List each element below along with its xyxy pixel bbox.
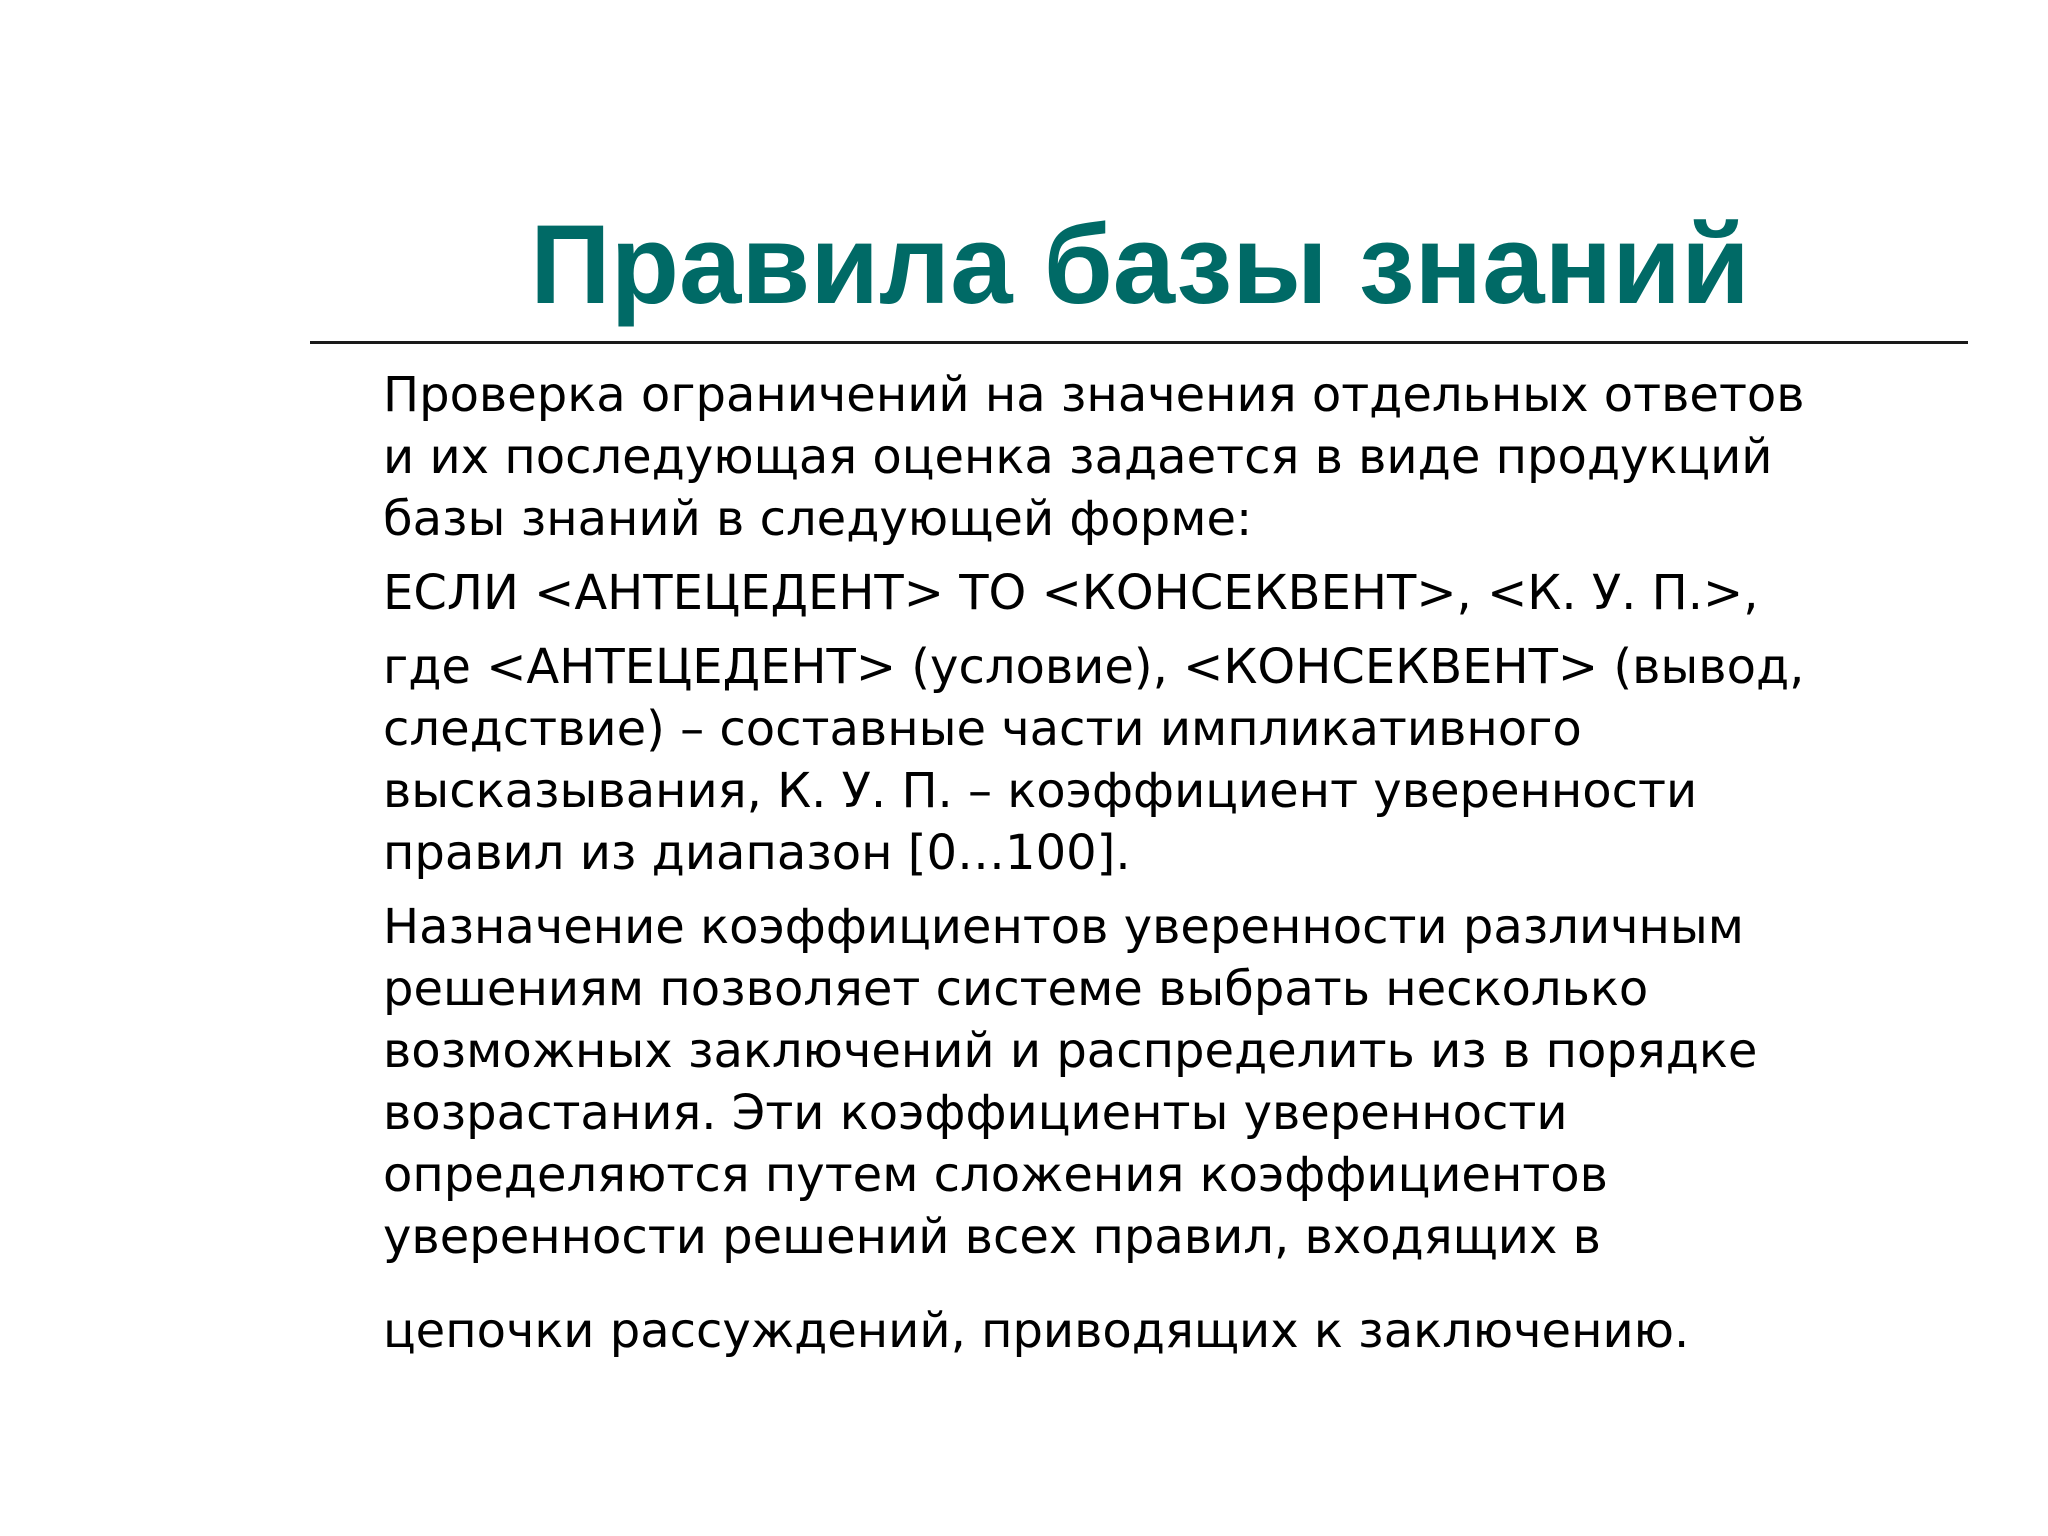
text-line: возрастания. Эти коэффициенты уверенности	[383, 1085, 1568, 1141]
text-line: ЕСЛИ <АНТЕЦЕДЕНТ> ТО <КОНСЕКВЕНТ>, <К. У. П.>,	[383, 565, 1759, 621]
text-line: определяются путем сложения коэффициентов	[383, 1147, 1608, 1203]
text-line: Назначение коэффициентов уверенности различным	[383, 899, 1745, 955]
paragraph-rule-form	[383, 562, 2003, 624]
text-line: где <АНТЕЦЕДЕНТ> (условие), <КОНСЕКВЕНТ> (вывод,	[383, 639, 1805, 695]
paragraph-confidence	[383, 896, 2003, 1362]
text-line: и их последующая оценка задается в виде продукций	[383, 429, 1773, 485]
text-line: базы знаний в следующей форме:	[383, 491, 1253, 547]
paragraph-definitions	[383, 636, 2003, 884]
slide-body	[383, 364, 2003, 1362]
title-divider	[310, 341, 1968, 344]
paragraph-intro	[383, 364, 2003, 550]
slide-title: Правила базы знаний	[530, 202, 1750, 327]
text-line: высказывания, К. У. П. – коэффициент уверенности	[383, 763, 1698, 819]
text-line: следствие) – составные части импликативного	[383, 701, 1582, 757]
text-line: правил из диапазон [0…100].	[383, 825, 1131, 881]
text-line: решениям позволяет системе выбрать несколько	[383, 961, 1649, 1017]
text-line: цепочки рассуждений, приводящих к заключению.	[383, 1303, 1690, 1359]
text-line: уверенности решений всех правил, входящих в	[383, 1209, 1601, 1265]
text-line: возможных заключений и распределить из в порядке	[383, 1023, 1758, 1079]
text-line: Проверка ограничений на значения отдельных ответов	[383, 367, 1805, 423]
